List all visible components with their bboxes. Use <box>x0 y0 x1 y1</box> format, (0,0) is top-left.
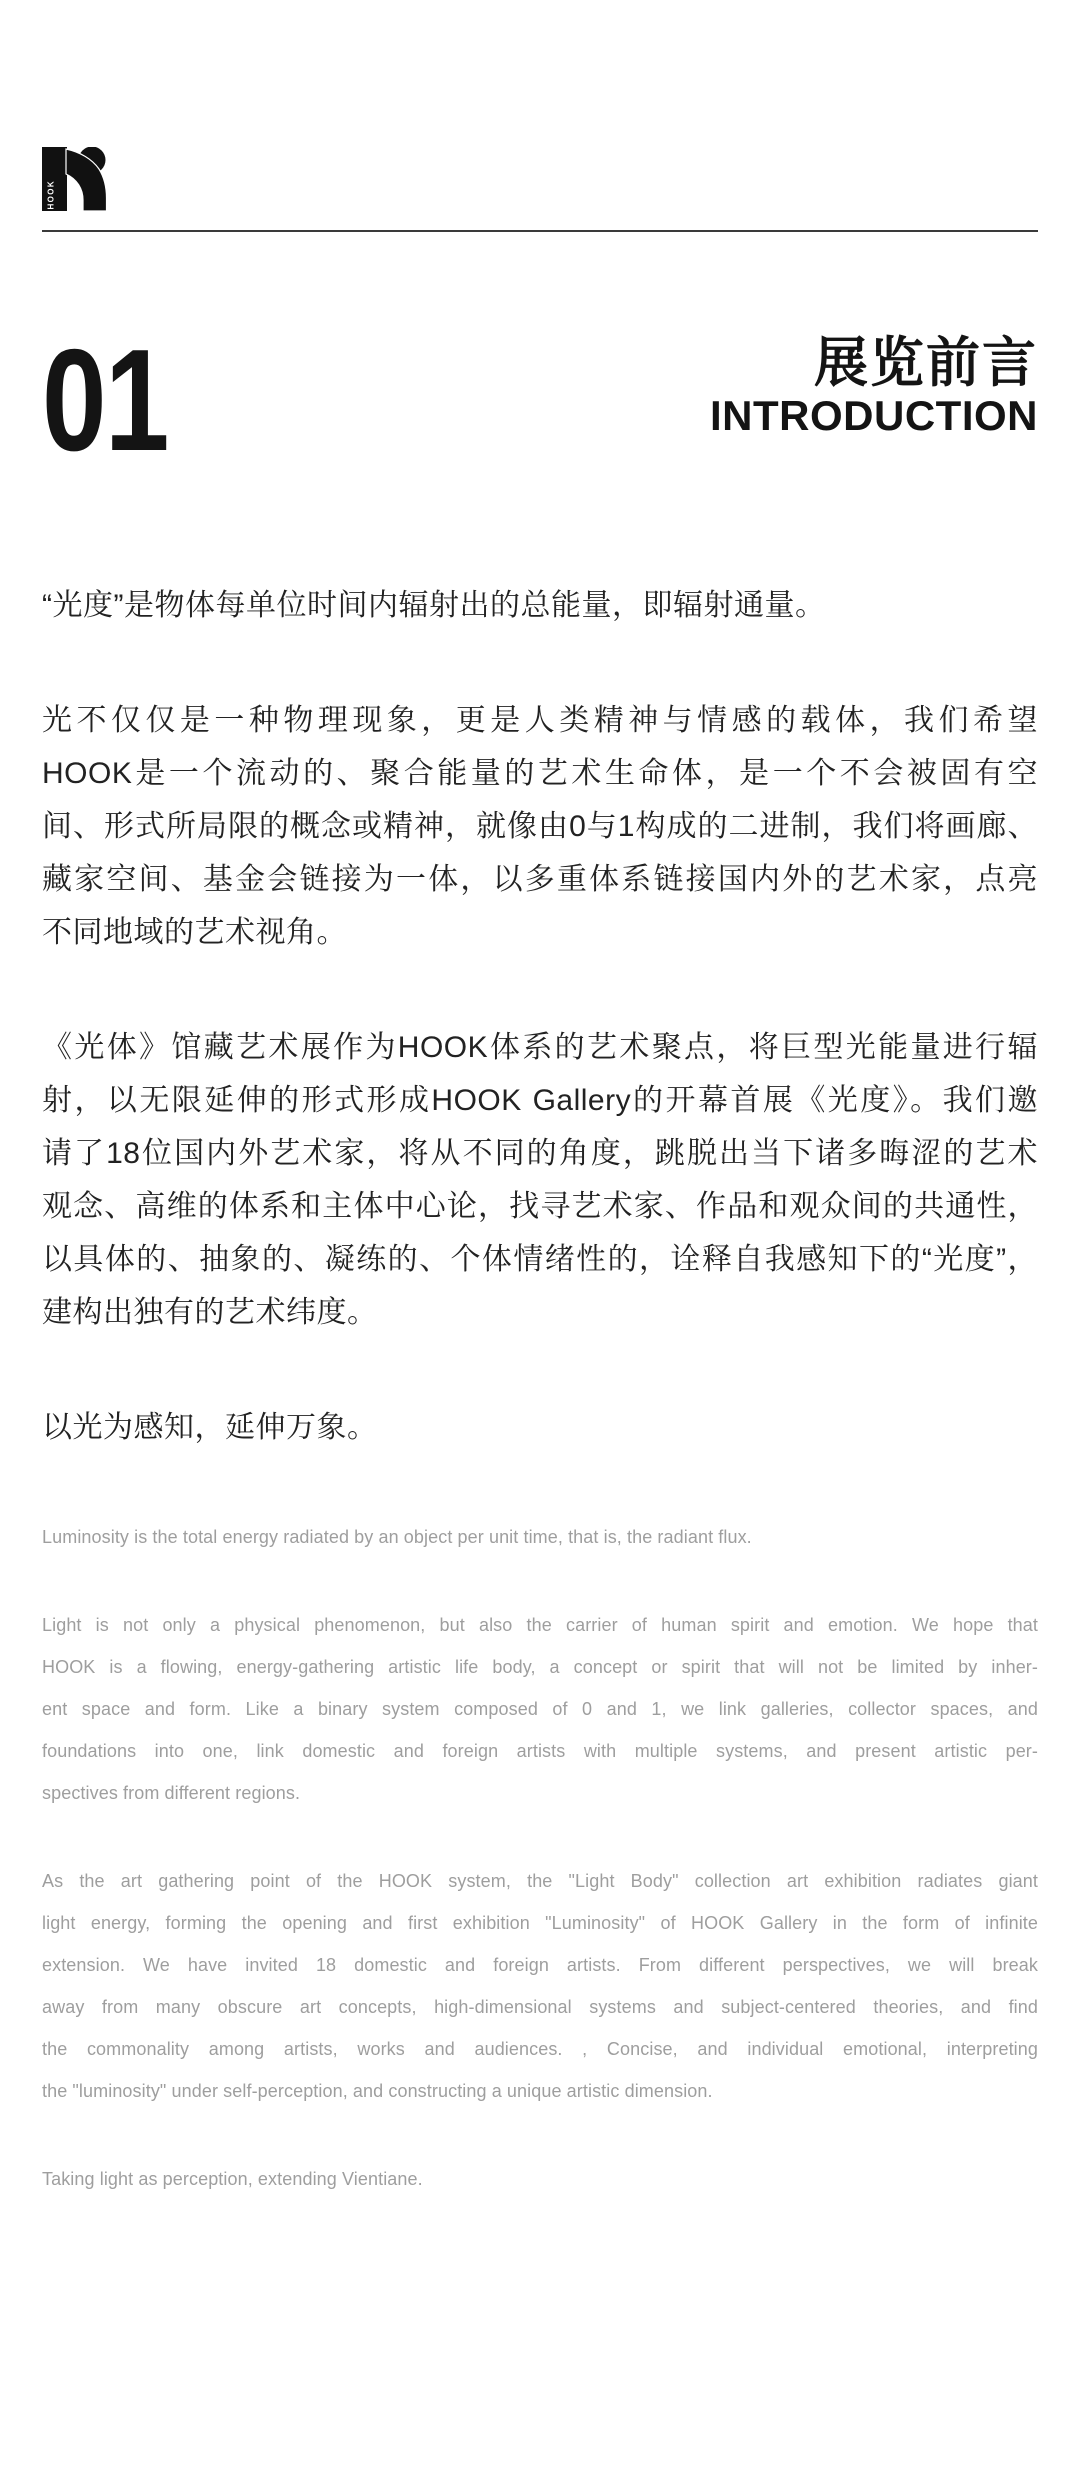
text-line: 藏家空间、基金会链接为一体，以多重体系链接国内外的艺术家，点亮 <box>42 863 1038 896</box>
text-line: extension. We have invited 18 domestic and foreign artists. From different perspectives, we will break <box>42 1955 1038 1975</box>
text-line: spectives from different regions. <box>42 1783 301 1803</box>
section-header <box>42 319 1038 481</box>
text-line: 建构出独有的艺术纬度。 <box>42 1296 378 1329</box>
intro-paragraph-zh-4: 以光为感知，延伸万象。 <box>42 1411 378 1444</box>
section-title-en: INTRODUCTION <box>710 392 1038 439</box>
text-line: light energy, forming the opening and first exhibition "Luminosity" of HOOK Gallery in the form of infinite <box>42 1913 1038 1933</box>
hook-logo <box>42 147 108 211</box>
intro-paragraph-en-1: Luminosity is the total energy radiated by an object per unit time, that is, the radiant flux. <box>42 1527 752 1547</box>
text-line: Light is not only a physical phenomenon, but also the carrier of human spirit and emotion. We hope that <box>42 1615 1038 1635</box>
text-line: 以具体的、抽象的、凝练的、个体情绪性的，诠释自我感知下的“光度”， <box>42 1243 1038 1276</box>
intro-body <box>42 579 1038 2200</box>
intro-body-en <box>42 1516 1038 2200</box>
text-line: the commonality among artists, works and audiences. , Concise, and individual emotional, interpreting <box>42 2039 1038 2059</box>
text-line: away from many obscure art concepts, high-dimensional systems and subject-centered theories, and find <box>42 1997 1038 2017</box>
text-line: 观念、高维的体系和主体中心论，找寻艺术家、作品和观众间的共通性， <box>42 1190 1038 1223</box>
text-line: 间、形式所局限的概念或精神，就像由0与1构成的二进制，我们将画廊、 <box>42 810 1038 843</box>
section-title-zh: 展览前言 <box>814 333 1038 393</box>
intro-paragraph-zh-3 <box>42 1021 1038 1339</box>
header-divider <box>42 230 1038 232</box>
section-title-block <box>710 333 1038 439</box>
text-line: 《光体》馆藏艺术展作为HOOK体系的艺术聚点，将巨型光能量进行辐 <box>42 1031 1038 1064</box>
text-line: As the art gathering point of the HOOK system, the "Light Body" collection art exhibition radiates giant <box>42 1871 1038 1891</box>
text-line: HOOK is a flowing, energy-gathering artistic life body, a concept or spirit that will not be limited by inher- <box>42 1657 1038 1677</box>
section-number: 01 <box>42 319 168 481</box>
intro-paragraph-zh-1: “光度”是物体每单位时间内辐射出的总能量，即辐射通量。 <box>42 589 826 622</box>
text-line: 光不仅仅是一种物理现象，更是人类精神与情感的载体，我们希望 <box>42 704 1038 737</box>
text-line: HOOK是一个流动的、聚合能量的艺术生命体，是一个不会被固有空 <box>42 757 1038 790</box>
text-line: foundations into one, link domestic and foreign artists with multiple systems, and present artistic per- <box>42 1741 1038 1761</box>
text-line: 射，以无限延伸的形式形成HOOK Gallery的开幕首展《光度》。我们邀 <box>42 1084 1038 1117</box>
intro-paragraph-en-2 <box>42 1604 1038 1814</box>
intro-paragraph-en-4: Taking light as perception, extending Vientiane. <box>42 2169 423 2189</box>
logo-wordmark: HOOK <box>46 179 56 210</box>
intro-paragraph-en-3 <box>42 1860 1038 2112</box>
intro-paragraph-zh-2 <box>42 694 1038 959</box>
text-line: 不同地域的艺术视角。 <box>42 916 347 949</box>
text-line: the "luminosity" under self-perception, and constructing a unique artistic dimension. <box>42 2081 713 2101</box>
text-line: 请了18位国内外艺术家，将从不同的角度，跳脱出当下诸多晦涩的艺术 <box>42 1137 1038 1170</box>
text-line: ent space and form. Like a binary system composed of 0 and 1, we link galleries, collector spaces, and <box>42 1699 1038 1719</box>
